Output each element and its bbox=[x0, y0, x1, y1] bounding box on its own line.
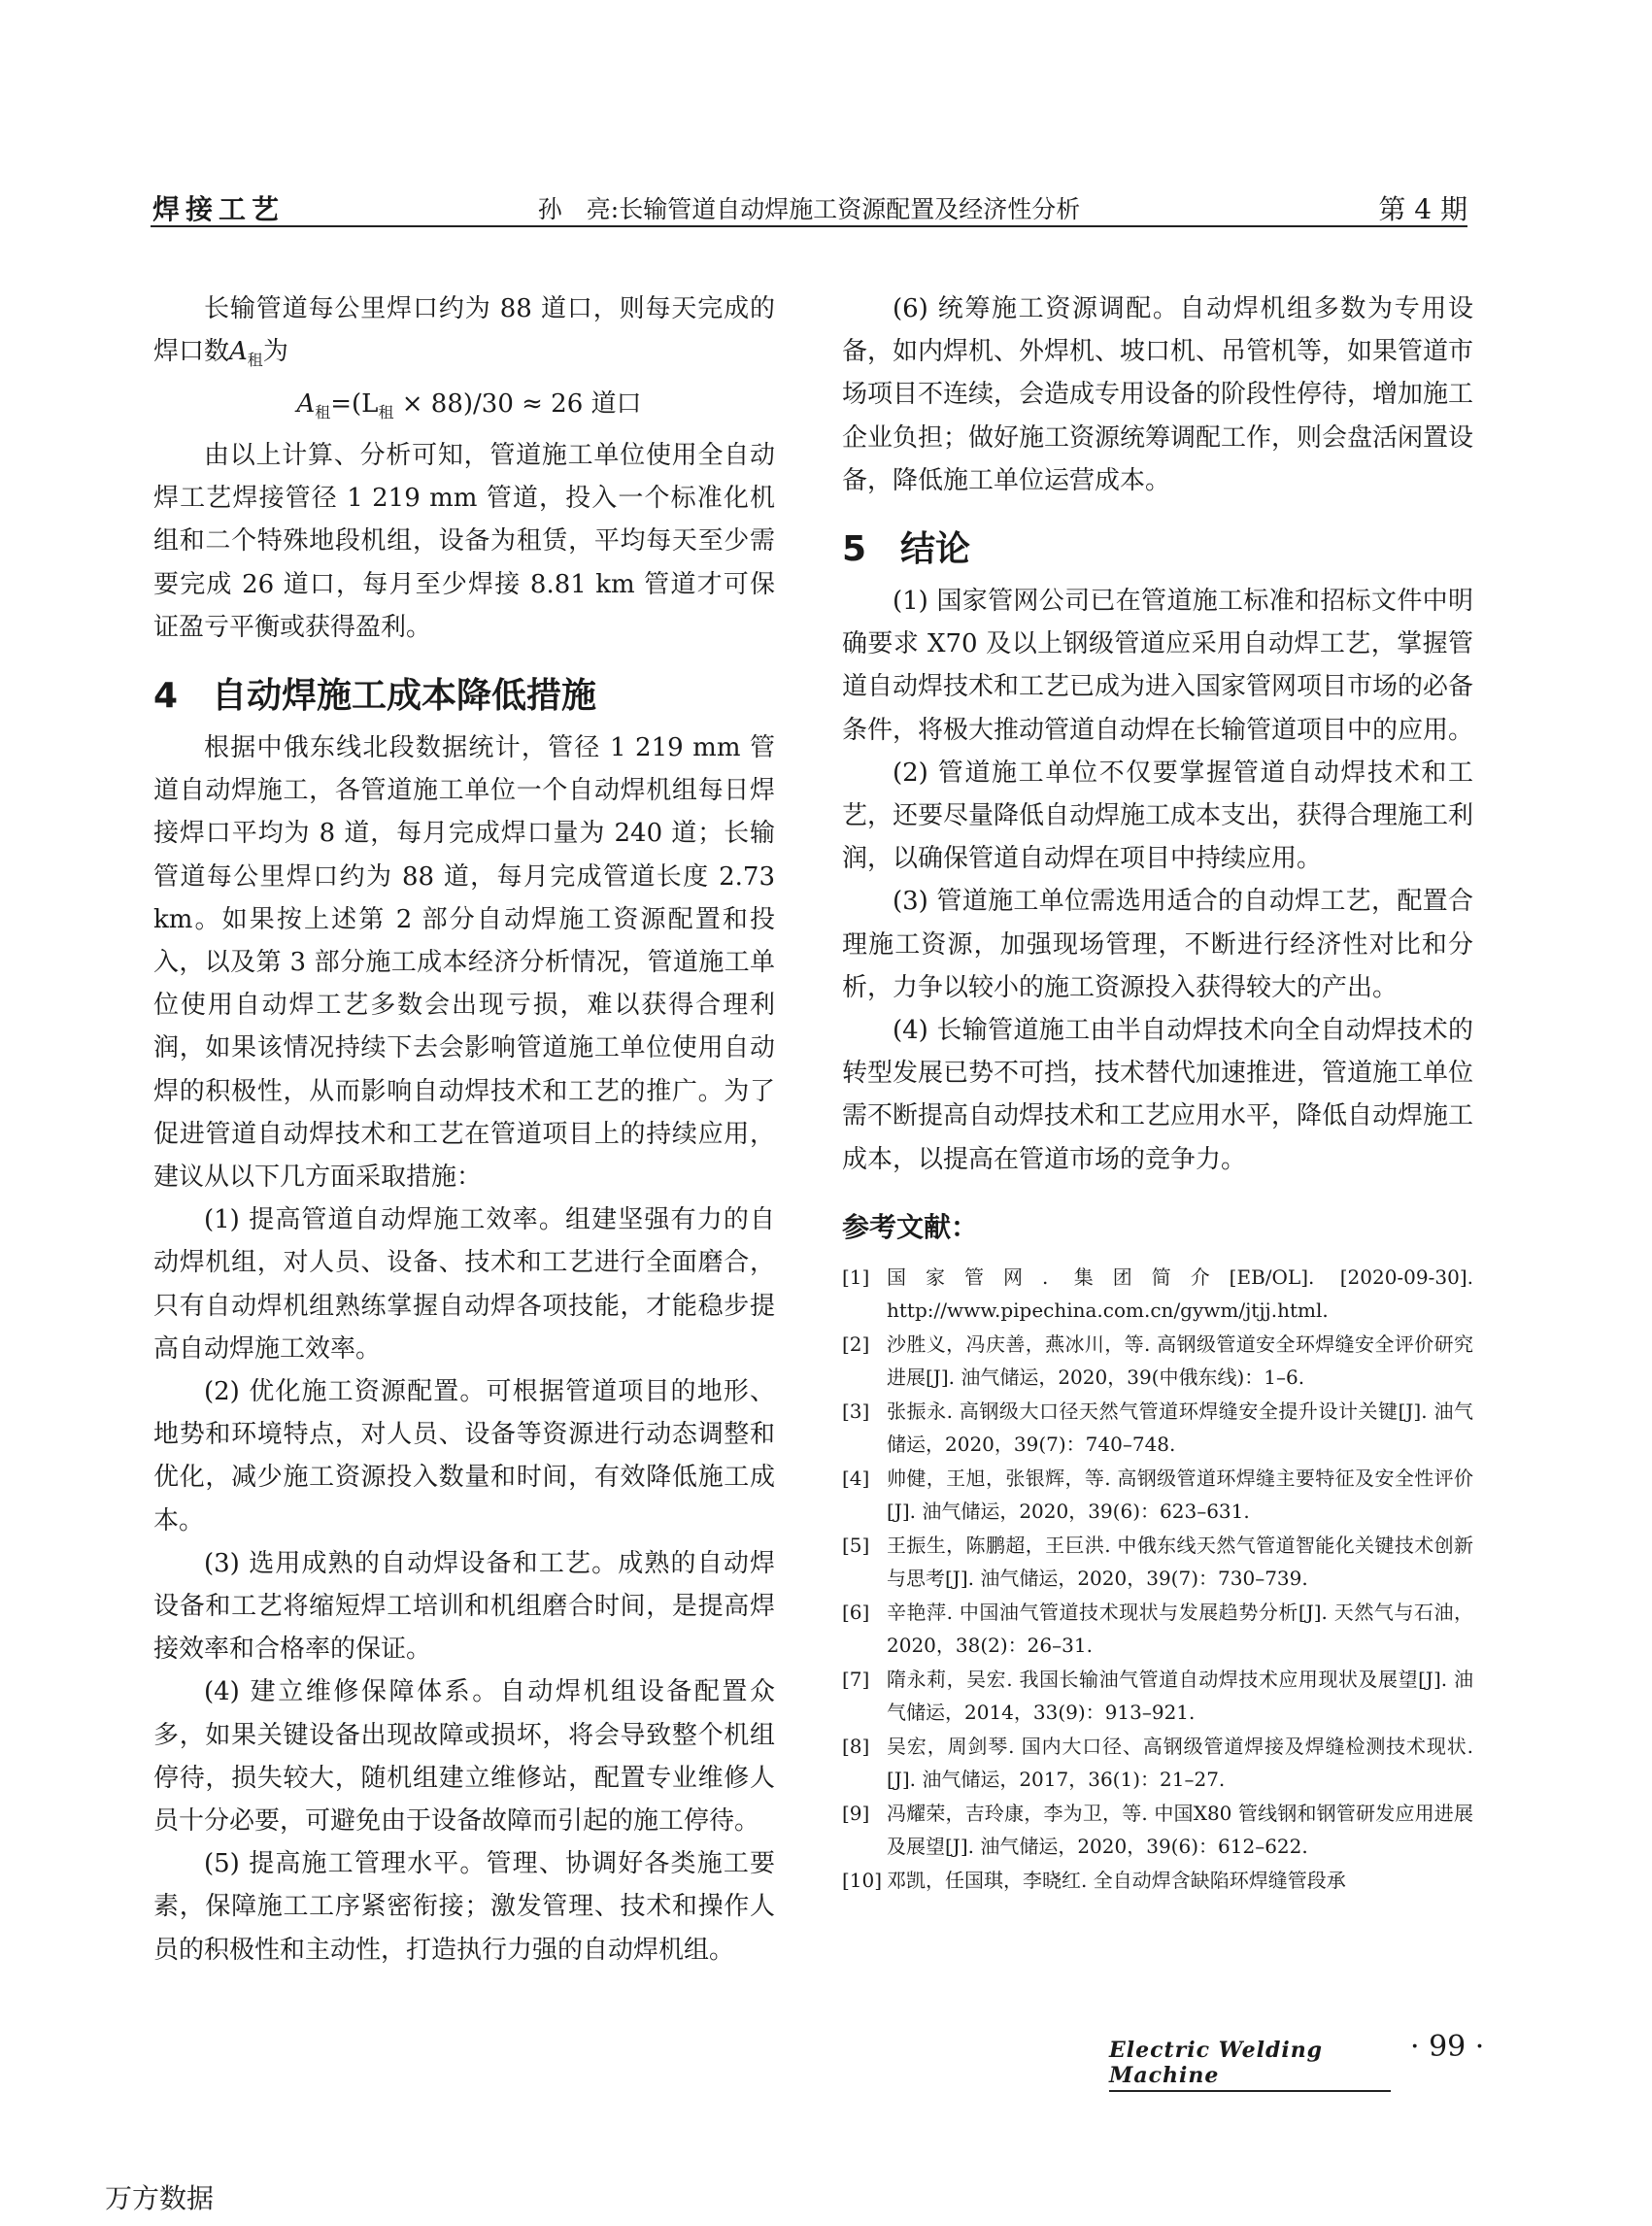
paragraph: (1) 提高管道自动焊施工效率。组建坚强有力的自动焊机组，对人员、设备、技术和工艺进行全面磨合，只有自动焊机组熟练掌握自动焊各项技能，才能稳步提高自动焊施工效率。 bbox=[153, 1205, 775, 1364]
reference-number: [2] bbox=[842, 1332, 870, 1356]
reference-text: 帅健，王旭，张银辉，等. 高钢级管道环焊缝主要特征及安全性评价[J]. 油气储运，2020，39(6)：623–631. bbox=[887, 1466, 1473, 1524]
reference-number: [3] bbox=[842, 1399, 870, 1423]
reference-number: [1] bbox=[842, 1265, 870, 1289]
paragraph: (6) 统筹施工资源调配。自动焊机组多数为专用设备，如内焊机、外焊机、坡口机、吊管机等，如果管道市场项目不连续，会造成专用设备的阶段性停待，增加施工企业负担；做好施工资源统筹调配工作，则会盘活闲置设备，降低施工单位运营成本。 bbox=[842, 294, 1474, 495]
reference-text: 张振永. 高钢级大口径天然气管道环焊缝安全提升设计关键[J]. 油气储运，2020，39(7)：740–748. bbox=[887, 1399, 1473, 1457]
reference-item bbox=[842, 1864, 1473, 1898]
running-header bbox=[151, 186, 1467, 227]
reference-number: [7] bbox=[842, 1667, 870, 1691]
reference-item bbox=[842, 1328, 1473, 1395]
reference-item bbox=[842, 1596, 1473, 1663]
paragraph: 长输管道每公里焊口约为 88 道口，则每天完成的焊口数$A_租$为 bbox=[153, 294, 775, 370]
reference-number: [4] bbox=[842, 1466, 870, 1490]
paragraph: 由以上计算、分析可知，管道施工单位使用全自动焊工艺焊接管径 1 219 mm 管道，投入一个标准化机组和二个特殊地段机组，设备为租赁，平均每天至少需要完成 26 道口，每月至少焊接 8.81 km 管道才可保证盈亏平衡或获得盈利。 bbox=[153, 440, 775, 642]
paragraph: (3) 管道施工单位需选用适合的自动焊工艺，配置合理施工资源，加强现场管理，不断进行经济性对比和分析，力争以较小的施工资源投入获得较大的产出。 bbox=[842, 887, 1473, 1002]
watermark: 万方数据 bbox=[105, 2182, 215, 2214]
page-number: · 99 · bbox=[1410, 2030, 1485, 2064]
reference-text: 国家管网. 集团简介[EB/OL]. [2020-09-30]. http://www.pipechina.com.cn/gywm/jtjj.html. bbox=[887, 1265, 1473, 1323]
paragraph: (1) 国家管网公司已在管道施工标准和招标文件中明确要求 X70 及以上钢级管道应采用自动焊工艺，掌握管道自动焊技术和工艺已成为进入国家管网项目市场的必备条件，将极大推动管道自动焊在长输管道项目中的应用。 bbox=[842, 587, 1474, 745]
reference-list bbox=[842, 1261, 1473, 1898]
reference-text: 隋永莉，吴宏. 我国长输油气管道自动焊技术应用现状及展望[J]. 油气储运，2014，33(9)：913–921. bbox=[887, 1667, 1473, 1725]
paragraph: (2) 优化施工资源配置。可根据管道项目的地形、地势和环境特点，对人员、设备等资源进行动态调整和优化，减少施工资源投入数量和时间，有效降低施工成本。 bbox=[153, 1377, 775, 1535]
journal-name: 焊接工艺 bbox=[152, 193, 286, 225]
reference-text: 辛艳萍. 中国油气管道技术现状与发展趋势分析[J]. 天然气与石油，2020，38(2)：26–31. bbox=[887, 1600, 1473, 1658]
reference-text: 沙胜义，冯庆善，燕冰川，等. 高钢级管道安全环焊缝安全评价研究进展[J]. 油气储运，2020，39(中俄东线)：1–6. bbox=[887, 1332, 1473, 1390]
references-heading: 参考文献： bbox=[842, 1210, 979, 1243]
section-heading-4: 4 自动焊施工成本降低措施 bbox=[153, 676, 597, 716]
reference-number: [9] bbox=[842, 1801, 870, 1825]
reference-item bbox=[842, 1462, 1473, 1529]
reference-number: [8] bbox=[842, 1734, 870, 1758]
reference-item bbox=[842, 1797, 1473, 1864]
section-heading-5: 5 结论 bbox=[842, 529, 971, 570]
header-article-title: 孙 亮:长输管道自动焊施工资源配置及经济性分析 bbox=[537, 195, 1081, 223]
paragraph: (2) 管道施工单位不仅要掌握管道自动焊技术和工艺，还要尽量降低自动焊施工成本支出，获得合理施工利润，以确保管道自动焊在项目中持续应用。 bbox=[842, 758, 1474, 874]
journal-brand-logo: Electric Welding Machine bbox=[1109, 2038, 1391, 2092]
paragraph: (4) 长输管道施工由半自动焊技术向全自动焊技术的转型发展已势不可挡，技术替代加速推进，管道施工单位需不断提高自动焊技术和工艺应用水平，降低自动焊施工成本，以提高在管道市场的竞争力。 bbox=[842, 1016, 1474, 1174]
reference-number: [6] bbox=[842, 1600, 870, 1624]
reference-item bbox=[842, 1395, 1473, 1462]
reference-number: [5] bbox=[842, 1533, 870, 1557]
reference-item bbox=[842, 1529, 1473, 1596]
reference-item bbox=[842, 1663, 1473, 1730]
paragraph: (3) 选用成熟的自动焊设备和工艺。成熟的自动焊设备和工艺将缩短焊工培训和机组磨合时间，是提高焊接效率和合格率的保证。 bbox=[153, 1548, 775, 1665]
paragraph: (5) 提高施工管理水平。管理、协调好各类施工要素，保障施工工序紧密衔接；激发管理、技术和操作人员的积极性和主动性，打造执行力强的自动焊机组。 bbox=[153, 1849, 775, 1965]
formula: $A_租=(L_租 \times 88)/30 \approx 26$ 道口 bbox=[296, 388, 642, 422]
reference-text: 王振生，陈鹏超，王巨洪. 中俄东线天然气管道智能化关键技术创新与思考[J]. 油气储运，2020，39(7)：730–739. bbox=[887, 1533, 1473, 1591]
paragraph: 根据中俄东线北段数据统计，管径 1 219 mm 管道自动焊施工，各管道施工单位一个自动焊机组每日焊接焊口平均为 8 道，每月完成焊口量为 240 道；长输管道每公里焊口约为 88 道，每月完成管道长度 2.73 km。如果按上述第 2 部分自动焊施工资源配置和投入，以及第 3 部分施工成本经济分析情况，管道施工单位使用自动焊工艺多数会出现亏损，难以获得合理利润，如果该情况持续下去会影响管道施工单位使用自动焊的积极性，从而影响自动焊技术和工艺的推广。为了促进管道自动焊技术和工艺在管道项目上的持续应用，建议从以下几方面采取措施： bbox=[153, 733, 775, 1193]
reference-item bbox=[842, 1261, 1473, 1328]
right-column bbox=[842, 287, 1473, 1897]
reference-number: [10] bbox=[842, 1868, 883, 1892]
issue-number: 第 4 期 bbox=[1378, 193, 1467, 225]
reference-item bbox=[842, 1730, 1473, 1797]
reference-text: 邓凯，任国琪，李晓红. 全自动焊含缺陷环焊缝管段承 bbox=[887, 1868, 1346, 1892]
reference-text: 吴宏，周剑琴. 国内大口径、高钢级管道焊接及焊缝检测技术现状.[J]. 油气储运，2017，36(1)：21–27. bbox=[887, 1734, 1473, 1792]
reference-text: 冯耀荣，吉玲康，李为卫，等. 中国X80 管线钢和钢管研发应用进展及展望[J]. 油气储运，2020，39(6)：612–622. bbox=[887, 1801, 1473, 1859]
left-column bbox=[153, 287, 775, 1972]
paragraph: (4) 建立维修保障体系。自动焊机组设备配置众多，如果关键设备出现故障或损坏，将会导致整个机组停待，损失较大，随机组建立维修站，配置专业维修人员十分必要，可避免由于设备故障而引起的施工停待。 bbox=[153, 1677, 775, 1837]
